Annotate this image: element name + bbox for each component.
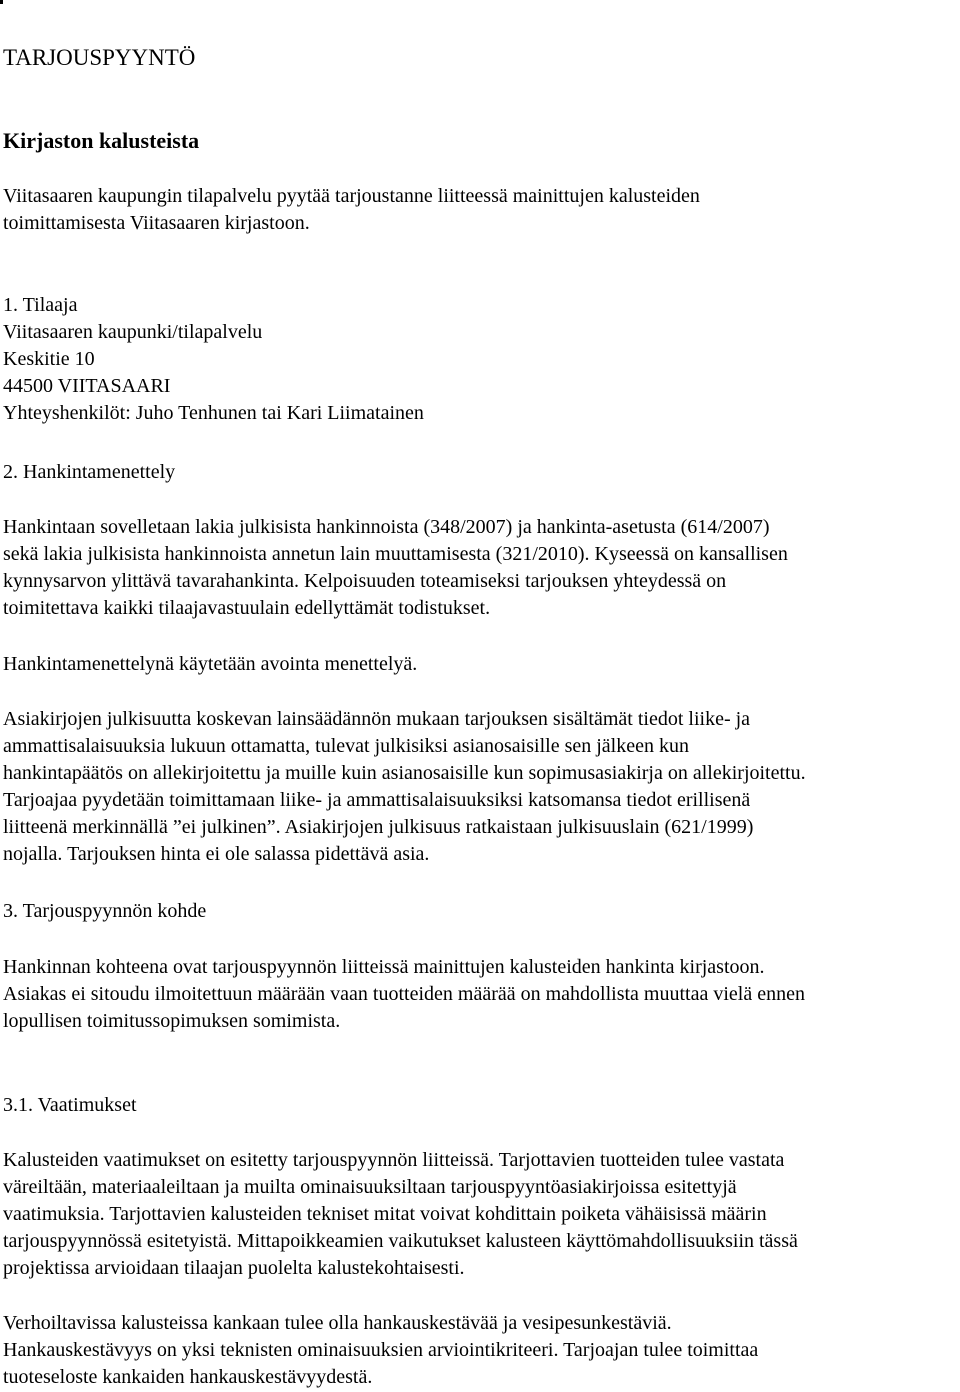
section-heading: 3.1. Vaatimukset: [3, 1094, 137, 1116]
paragraph-line: Hankinnan kohteena ovat tarjouspyynnön liitteissä mainittujen kalusteiden hankinta kirjastoon.: [3, 956, 765, 978]
section-tilaaja: [3, 292, 955, 427]
paragraph-line: projektissa arvioidaan tilaajan puolelta kalustekohtaisesti.: [3, 1257, 465, 1279]
section-hankintamenettely-para2: [3, 651, 955, 678]
section-heading: 1. Tilaaja: [3, 294, 78, 316]
section-kohde-para1: [3, 954, 955, 1035]
paragraph-line: Hankauskestävyys on yksi teknisten ominaisuuksien arviointikriteeri. Tarjoajan tulee toimittaa: [3, 1339, 759, 1361]
section-kohde-heading: [3, 898, 955, 925]
paragraph-line: tuoteseloste kankaiden hankauskestävyydestä.: [3, 1366, 373, 1388]
paragraph-line: Hankintamenettelynä käytetään avointa menettelyä.: [3, 653, 418, 675]
paragraph-line: kynnysarvon ylittävä tavarahankinta. Kelpoisuuden toteamiseksi tarjouksen yhteydessä on: [3, 570, 727, 592]
paragraph-line: Asiakirjojen julkisuutta koskevan lainsäädännön mukaan tarjouksen sisältämät tiedot liike- ja: [3, 708, 751, 730]
section-hankintamenettely-para3: [3, 706, 955, 868]
document-subtitle: Kirjaston kalusteista: [3, 128, 200, 153]
address-line: 44500 VIITASAARI: [3, 375, 171, 397]
section-heading: 3. Tarjouspyynnön kohde: [3, 900, 207, 922]
section-vaatimukset-heading: [3, 1092, 955, 1119]
section-hankintamenettely-heading: [3, 459, 955, 486]
paragraph-line: liitteenä merkinnällä ”ei julkinen”. Asiakirjojen julkisuus ratkaistaan julkisuuslain (621/1999): [3, 816, 754, 838]
paragraph-line: Kalusteiden vaatimukset on esitetty tarjouspyynnön liitteissä. Tarjottavien tuotteiden tulee vastata: [3, 1149, 785, 1171]
contact-line: Yhteyshenkilöt: Juho Tenhunen tai Kari Liimatainen: [3, 402, 424, 424]
document-title: TARJOUSPYYNTÖ: [3, 45, 196, 70]
paragraph-line: hankintapäätös on allekirjoitettu ja muille kuin asianosaisille kun sopimusasiakirja on allekirjoitettu.: [3, 762, 806, 784]
section-vaatimukset-para2: [3, 1310, 955, 1391]
address-line: Viitasaaren kaupunki/tilapalvelu: [3, 321, 263, 343]
paragraph-line: toimitettava kaikki tilaajavastuulain edellyttämät todistukset.: [3, 597, 491, 619]
paragraph-line: nojalla. Tarjouksen hinta ei ole salassa pidettävä asia.: [3, 843, 430, 865]
paragraph-line: sekä lakia julkisista hankinnoista annetun lain muuttamisesta (321/2010). Kyseessä on kansallisen: [3, 543, 788, 565]
paragraph-line: tarjouspyynnössä esitetyistä. Mittapoikkeamien vaikutukset kalusteen käyttömahdollisuuksiin tässä: [3, 1230, 798, 1252]
paragraph-line: vaatimuksia. Tarjottavien kalusteiden tekniset mitat voivat kohdittain poiketa vähäisissä määrin: [3, 1203, 767, 1225]
paragraph-line: lopullisen toimitussopimuksen somimista.: [3, 1010, 341, 1032]
paragraph-line: Hankintaan sovelletaan lakia julkisista hankinnoista (348/2007) ja hankinta-asetusta (614/2007): [3, 516, 770, 538]
paragraph-line: Asiakas ei sitoudu ilmoitettuun määrään vaan tuotteiden määrää on mahdollista muuttaa vielä ennen: [3, 983, 805, 1005]
corner-mark: [0, 0, 3, 4]
section-vaatimukset-para1: [3, 1147, 955, 1282]
intro-line: Viitasaaren kaupungin tilapalvelu pyytää tarjoustanne liitteessä mainittujen kalusteiden: [3, 185, 700, 207]
section-heading: 2. Hankintamenettely: [3, 461, 176, 483]
intro-line: toimittamisesta Viitasaaren kirjastoon.: [3, 212, 310, 234]
paragraph-line: Tarjoajaa pyydetään toimittamaan liike- ja ammattisalaisuuksiksi katsomansa tiedot erillisenä: [3, 789, 751, 811]
address-line: Keskitie 10: [3, 348, 95, 370]
paragraph-line: väreiltään, materiaaleiltaan ja muilta ominaisuuksiltaan tarjouspyyntöasiakirjoissa esitettyjä: [3, 1176, 737, 1198]
paragraph-line: Verhoiltavissa kalusteissa kankaan tulee olla hankauskestävää ja vesipesunkestäviä.: [3, 1312, 672, 1334]
section-hankintamenettely-para1: [3, 514, 955, 622]
intro-paragraph: [3, 183, 955, 237]
paragraph-line: ammattisalaisuuksia lukuun ottamatta, tulevat julkisiksi asianosaisille sen jälkeen kun: [3, 735, 689, 757]
